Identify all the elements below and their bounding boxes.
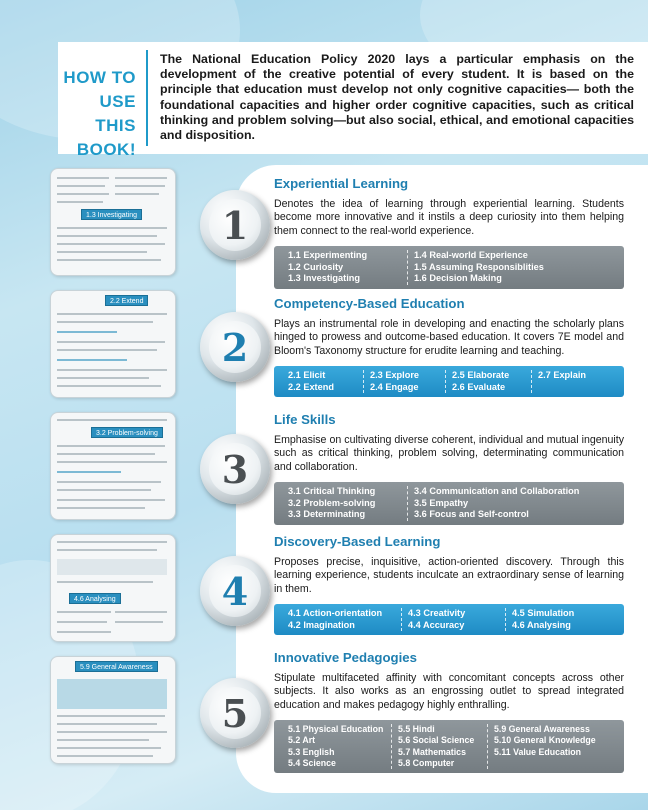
page-preview-thumbnail: [50, 656, 176, 764]
topics-column: [282, 608, 402, 631]
page-preview-thumbnail: [50, 534, 176, 642]
topic-item: 2.3 Explore: [370, 370, 420, 381]
topic-item: 2.2 Extend: [288, 381, 334, 392]
title-line: USE THIS: [95, 92, 136, 135]
topic-item: 5.1 Physical Education: [288, 724, 384, 735]
title-line: BOOK!: [76, 140, 136, 159]
section-number: 4: [209, 565, 261, 617]
thumbnail-tag: 2.2 Extend: [105, 295, 148, 306]
topic-item: 3.4 Communication and Collaboration: [414, 486, 580, 497]
topic-item: 2.7 Explain: [538, 370, 587, 381]
section-number: 3: [209, 443, 261, 495]
topic-item: 5.4 Science: [288, 757, 336, 768]
how-to-use-title: [58, 42, 142, 162]
topic-item: 5.9 General Awareness: [494, 724, 590, 735]
topics-column: [402, 608, 506, 631]
topics-box: [274, 246, 624, 289]
section-description: Emphasise on cultivating diverse coherent, individual and mutual ingenuity such as critical thinking, problem solving, determinating communication and collaboration.: [274, 434, 624, 473]
page-preview-thumbnail: [50, 168, 176, 276]
topic-item: 2.5 Elaborate: [452, 370, 510, 381]
topic-item: 4.6 Analysing: [512, 619, 571, 630]
topic-item: 4.3 Creativity: [408, 608, 466, 619]
topic-item: 5.11 Value Education: [494, 746, 582, 757]
section-number: 1: [209, 199, 261, 251]
section-experiential-learning: [274, 176, 624, 289]
section-life-skills: [274, 412, 624, 525]
section-number-badge: [200, 556, 270, 626]
section-description: Denotes the idea of learning through experiential learning. Students become more innovative and it instils a deep curiosity into them helping them connect to the real-world experience.: [274, 198, 624, 237]
topic-item: 3.2 Problem-solving: [288, 497, 376, 508]
topics-column: [364, 370, 446, 393]
section-number: 2: [209, 321, 261, 373]
topics-column: [282, 486, 408, 521]
topic-item: 5.5 Hindi: [398, 724, 435, 735]
page-preview-thumbnail: [50, 412, 176, 520]
topic-item: 1.1 Experimenting: [288, 250, 368, 261]
topics-box: [274, 366, 624, 397]
topic-item: 3.6 Focus and Self-control: [414, 509, 529, 520]
topic-item: 3.1 Critical Thinking: [288, 486, 376, 497]
thumbnail-tag: 4.6 Analysing: [69, 593, 121, 604]
section-number-badge: [200, 190, 270, 260]
topic-item: 5.8 Computer: [398, 757, 455, 768]
topic-item: 5.3 English: [288, 746, 335, 757]
topic-item: 1.5 Assuming Responsiblities: [414, 261, 544, 272]
topics-box: [274, 604, 624, 635]
thumbnail-tag: 5.9 General Awareness: [75, 661, 158, 672]
section-number: 5: [209, 687, 261, 739]
topic-item: 2.4 Engage: [370, 381, 419, 392]
section-title: Discovery-Based Learning: [274, 534, 441, 549]
section-title: Life Skills: [274, 412, 336, 427]
section-innovative-pedagogies: [274, 650, 624, 773]
topics-column: [408, 486, 585, 521]
section-description: Plays an instrumental role in developing and enacting the scholarly plans hinged to prowess and outcome-based education. It covers 7E model and Bloom's Taxonomy structure for erudite learning and teaching.: [274, 318, 624, 357]
topic-item: 5.6 Social Science: [398, 735, 475, 746]
topic-item: 3.5 Empathy: [414, 497, 469, 508]
topic-item: 5.2 Art: [288, 735, 316, 746]
section-description: Stipulate multifaceted affinity with concomitant concepts across other subjects. It also works as an engrossing outlet to spread integrated education and makes pedagogy highly enthralling.: [274, 672, 624, 711]
topics-column: [532, 370, 592, 393]
topic-item: 4.5 Simulation: [512, 608, 575, 619]
topic-item: 4.2 Imagination: [288, 619, 355, 630]
topics-column: [488, 724, 602, 769]
topic-item: 1.6 Decision Making: [414, 273, 502, 284]
section-title: Innovative Pedagogies: [274, 650, 417, 665]
topics-column: [282, 724, 392, 769]
page-preview-thumbnail: [50, 290, 176, 398]
topics-box: [274, 720, 624, 773]
topics-column: [282, 370, 364, 393]
topic-item: 2.1 Elicit: [288, 370, 326, 381]
topic-item: 4.1 Action-orientation: [288, 608, 383, 619]
topics-column: [446, 370, 532, 393]
topics-column: [282, 250, 408, 285]
thumbnail-tag: 3.2 Problem-solving: [91, 427, 163, 438]
section-title: Experiential Learning: [274, 176, 409, 191]
section-description: Proposes precise, inquisitive, action-oriented discovery. Through this learning experience, students inculcate an extraordinary sense of learning in them.: [274, 556, 624, 595]
title-line: HOW TO: [63, 68, 136, 87]
topic-item: 3.3 Determinating: [288, 509, 366, 520]
topic-item: 5.7 Mathematics: [398, 746, 466, 757]
thumbnail-tag: 1.3 Investigating: [81, 209, 142, 220]
section-number-badge: [200, 678, 270, 748]
topic-item: 2.6 Evaluate: [452, 381, 506, 392]
section-discovery-based-learning: [274, 534, 624, 635]
intro-text: The National Education Policy 2020 lays a particular emphasis on the development of the creative potential of every student. It is based on the principle that education must develop not only cognitive capacities— both the foundational capacities and higher order cognitive capacities, such as critical thinking and problem solving—but also social, ethical, and emotional capacities and disposition.: [160, 52, 634, 143]
topics-column: [408, 250, 550, 285]
header-banner: [58, 42, 648, 159]
section-number-badge: [200, 434, 270, 504]
topics-box: [274, 482, 624, 525]
topic-item: 1.2 Curiosity: [288, 261, 344, 272]
topic-item: 4.4 Accuracy: [408, 619, 465, 630]
topic-item: 1.3 Investigating: [288, 273, 360, 284]
section-number-badge: [200, 312, 270, 382]
topic-item: 5.10 General Knowledge: [494, 735, 596, 746]
section-competency-based-education: [274, 296, 624, 397]
section-title: Competency-Based Education: [274, 296, 465, 311]
topics-column: [392, 724, 488, 769]
topic-item: 1.4 Real-world Experience: [414, 250, 528, 261]
topics-column: [506, 608, 580, 631]
